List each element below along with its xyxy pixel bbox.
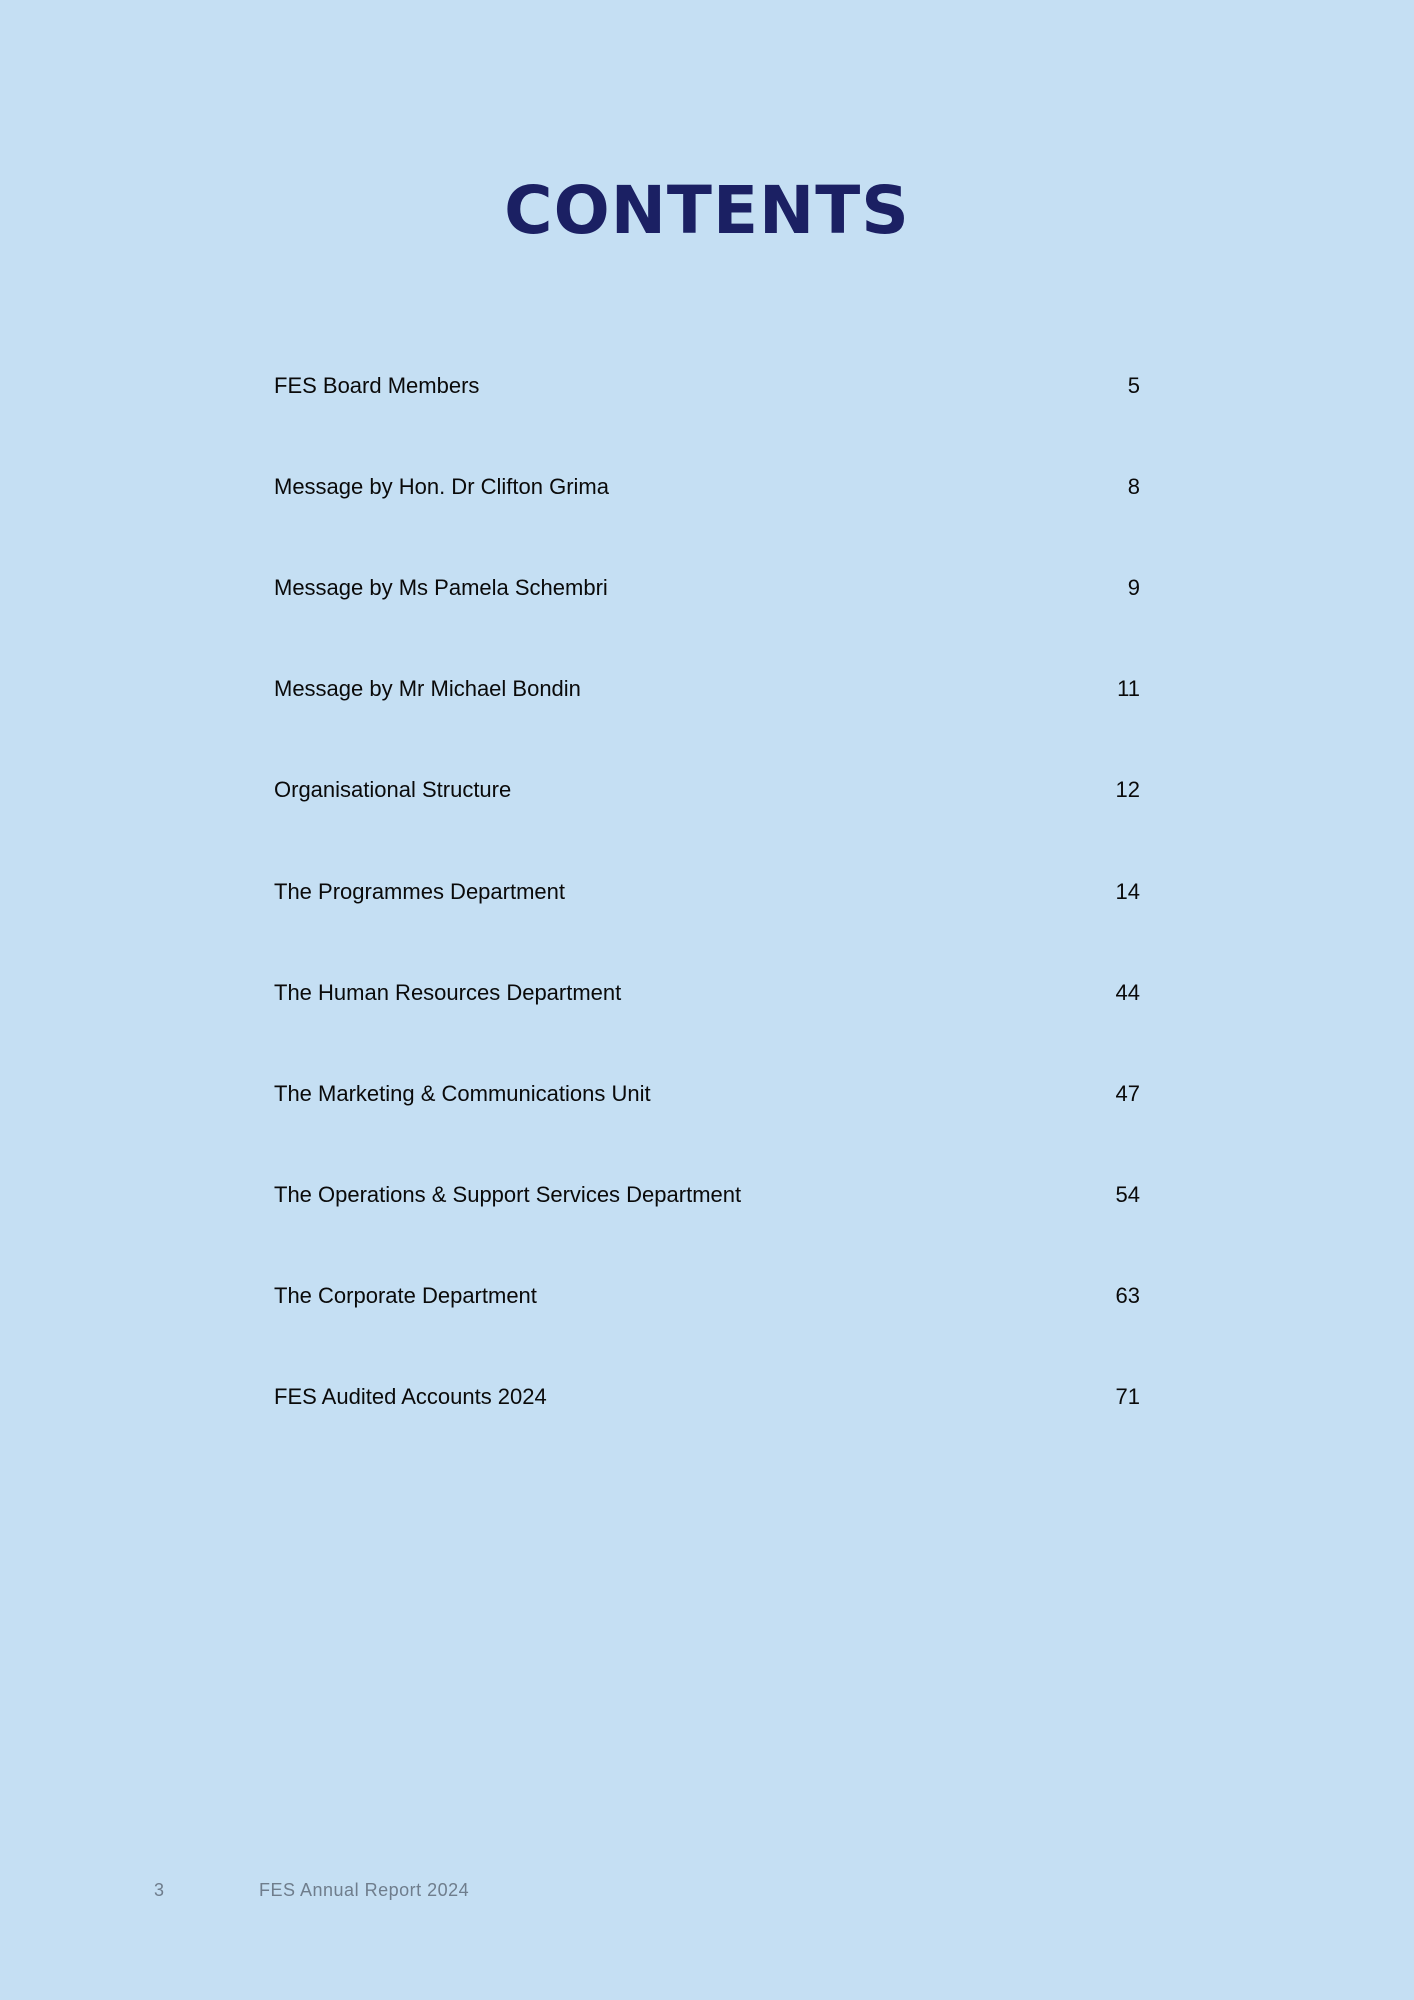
- toc-entry-label: Message by Hon. Dr Clifton Grima: [274, 473, 609, 499]
- toc-entry[interactable]: [274, 740, 1140, 841]
- toc-entry-label: FES Audited Accounts 2024: [274, 1384, 547, 1410]
- toc-entry-page: 44: [1115, 979, 1140, 1005]
- toc-entry-page: 12: [1115, 777, 1140, 803]
- toc-entry-page: 54: [1115, 1182, 1140, 1208]
- toc-entry-page: 11: [1117, 676, 1140, 702]
- toc-entry[interactable]: [274, 436, 1140, 537]
- toc-entry-label: The Programmes Department: [274, 878, 565, 904]
- toc-entry-page: 9: [1127, 574, 1140, 600]
- toc-entry[interactable]: [274, 1145, 1140, 1246]
- toc-entry-page: 71: [1115, 1384, 1140, 1410]
- page-title: CONTENTS: [504, 172, 910, 249]
- toc-entry[interactable]: [274, 1347, 1140, 1448]
- toc-entry-label: The Human Resources Department: [274, 979, 622, 1005]
- toc-entry-label: Organisational Structure: [274, 777, 512, 803]
- toc-entry[interactable]: [274, 1246, 1140, 1347]
- toc-entry[interactable]: [274, 841, 1140, 942]
- toc-entry-page: 8: [1127, 473, 1140, 499]
- toc-entry-label: Message by Mr Michael Bondin: [274, 676, 581, 702]
- toc-entry[interactable]: [274, 639, 1140, 740]
- toc-entry-page: 5: [1127, 372, 1140, 398]
- toc-entry-label: The Operations & Support Services Department: [274, 1182, 742, 1208]
- toc-entry-page: 47: [1115, 1080, 1140, 1106]
- footer-page-number: 3: [154, 1880, 165, 1900]
- toc-entry-page: 63: [1115, 1283, 1140, 1309]
- toc-entry-label: The Corporate Department: [274, 1283, 537, 1309]
- toc-entry[interactable]: [274, 942, 1140, 1043]
- toc-entry[interactable]: [274, 537, 1140, 638]
- toc-entry-label: The Marketing & Communications Unit: [274, 1080, 651, 1106]
- toc-entry-page: 14: [1115, 878, 1140, 904]
- footer-report-title: FES Annual Report 2024: [259, 1880, 470, 1900]
- toc-entry-label: FES Board Members: [274, 372, 480, 398]
- table-of-contents: [274, 335, 1140, 1448]
- toc-entry[interactable]: [274, 335, 1140, 436]
- toc-entry[interactable]: [274, 1043, 1140, 1144]
- toc-entry-label: Message by Ms Pamela Schembri: [274, 574, 608, 600]
